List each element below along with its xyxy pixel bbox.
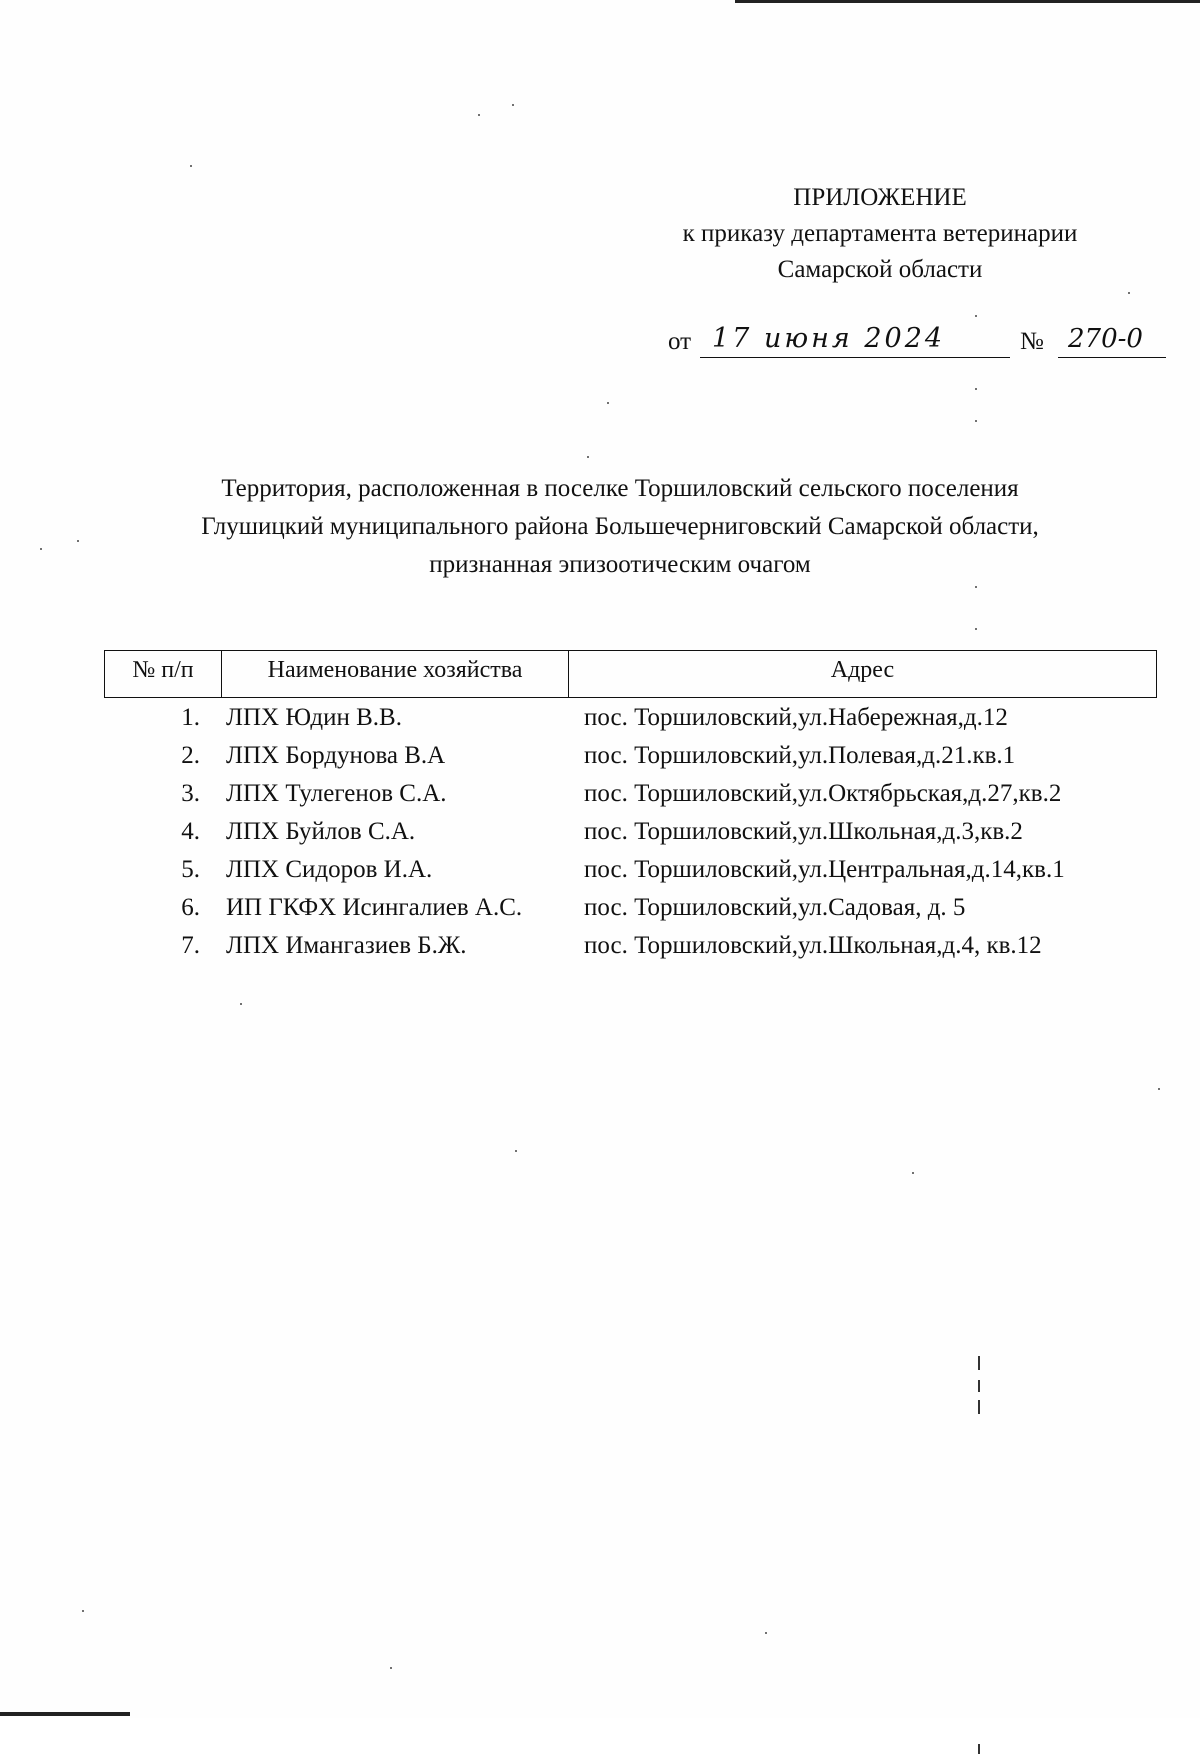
scan-speck [240,1003,242,1005]
row-number: 6. [181,894,200,921]
table-row [104,852,1164,890]
scan-speck [765,1632,767,1634]
scan-speck [1128,292,1130,294]
farm-name: ЛПХ Юдин В.В. [226,704,402,731]
scan-speck [912,1172,914,1174]
order-number-label: № [1020,328,1044,355]
order-date-handwritten: 17 июня 2024 [700,322,1010,358]
table-header [104,650,1157,698]
row-number: 7. [181,932,200,959]
row-number: 3. [181,780,200,807]
scan-speck [478,114,480,116]
row-number: 4. [181,818,200,845]
scan-speck [515,1150,517,1152]
scan-bottom-edge-line [0,1712,130,1716]
scan-dash-mark [978,1380,980,1392]
scan-speck [190,165,192,167]
scan-speck [1158,1088,1160,1090]
farm-name: ЛПХ Сидоров И.А. [226,856,433,883]
table-row [104,776,1164,814]
table-row [104,890,1164,928]
scan-dash-mark [978,1744,980,1754]
row-number: 5. [181,856,200,883]
row-number: 2. [181,742,200,769]
order-reference [660,322,1160,362]
table-row [104,814,1164,852]
scan-dash-mark [978,1400,980,1414]
order-date-label: от [668,328,692,355]
scan-speck [77,540,79,542]
annex-title: ПРИЛОЖЕНИЕ [793,184,967,211]
farm-name: ЛПХ Буйлов С.А. [226,818,416,845]
scan-speck [587,456,589,458]
scan-speck [390,1667,392,1669]
scan-speck [82,1610,84,1612]
scan-speck [975,420,977,422]
table-body [104,700,1164,966]
scan-speck [607,402,609,404]
column-header-address: Адрес [830,657,895,683]
scan-speck [40,548,42,550]
farm-address: пос. Торшиловский,ул.Набережная,д.12 [584,704,1008,731]
annex-header [600,180,1160,288]
farm-address: пос. Торшиловский,ул.Садовая, д. 5 [584,894,966,921]
farm-address: пос. Торшиловский,ул.Полевая,д.21.кв.1 [584,742,1016,769]
document-title-line: Территория, расположенная в поселке Торшиловский сельского поселения [221,475,1019,502]
farm-name: ЛПХ Тулегенов С.А. [226,780,447,807]
scan-dash-mark [978,1356,980,1370]
document-title-line: Глушицкий муниципального района Большечерниговский Самарской области, [201,513,1039,540]
table-row [104,738,1164,776]
scan-speck [975,315,977,317]
annex-region-line: Самарской области [777,256,983,283]
row-number: 1. [181,704,200,731]
order-number-handwritten: 270-0 [1058,322,1166,358]
farm-address: пос. Торшиловский,ул.Октябрьская,д.27,кв.2 [584,780,1062,807]
scan-top-edge-line [735,0,1200,3]
column-header-farm-name: Наименование хозяйства [222,651,569,697]
farm-name: ИП ГКФХ Исингалиев А.С. [226,894,523,921]
scan-speck [975,628,977,630]
farm-address: пос. Торшиловский,ул.Центральная,д.14,кв.1 [584,856,1065,883]
scan-speck [975,586,977,588]
table-row [104,700,1164,738]
annex-reference-line: к приказу департамента ветеринарии [682,220,1078,247]
farm-name: ЛПХ Имангазиев Б.Ж. [226,932,467,959]
column-header-number: № п/п [105,651,222,697]
scan-speck [512,104,514,106]
scan-speck [975,388,977,390]
farm-address: пос. Торшиловский,ул.Школьная,д.3,кв.2 [584,818,1023,845]
farm-name: ЛПХ Бордунова В.А [226,742,446,769]
farm-address: пос. Торшиловский,ул.Школьная,д.4, кв.12 [584,932,1042,959]
table-row [104,928,1164,966]
document-title [140,470,1100,584]
document-title-line: признанная эпизоотическим очагом [429,551,811,578]
